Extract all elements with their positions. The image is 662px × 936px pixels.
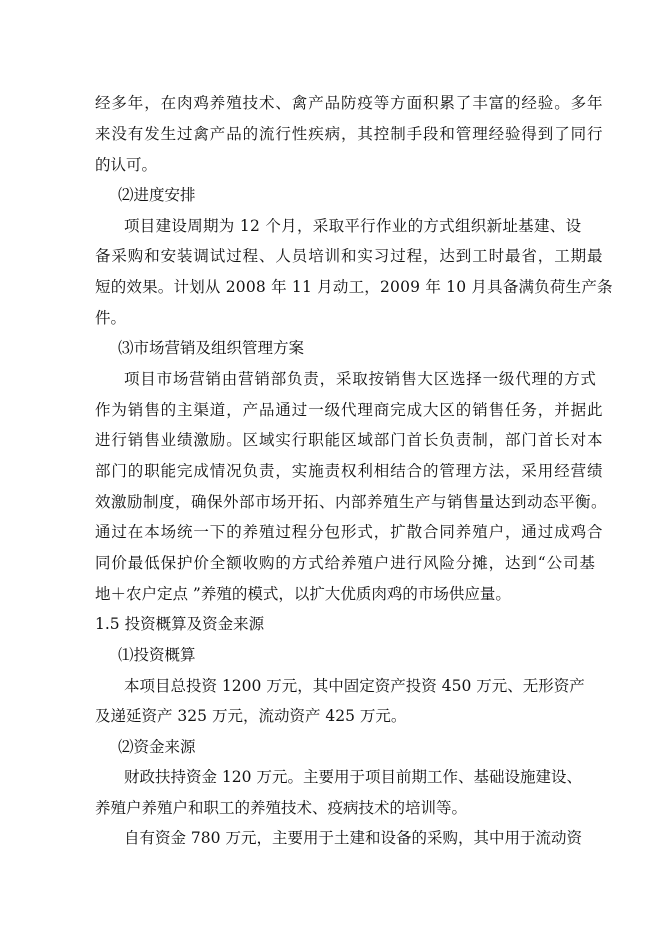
body-text-line: 部门的职能完成情况负责，实施责权利相结合的管理方法，采用经营绩 — [95, 462, 604, 480]
body-text-line: 同价最低保护价全额收购的方式给养殖户进行风险分摊，达到“公司基 — [95, 554, 596, 572]
body-text-line: 作为销售的主渠道，产品通过一级代理商完成大区的销售任务，并据此 — [95, 401, 604, 419]
body-text-line: 财政扶持资金 120 万元。主要用于项目前期工作、基础设施建设、 — [124, 768, 582, 786]
body-text-line: 件。 — [95, 309, 127, 327]
body-text-line: 项目建设周期为 12 个月，采取平行作业的方式组织新址基建、设 — [124, 217, 582, 235]
body-text-line: 自有资金 780 万元，主要用于土建和设备的采购，其中用于流动资 — [124, 829, 582, 847]
body-text-line: 通过在本场统一下的养殖过程分包形式，扩散合同养殖户，通过成鸡合 — [95, 523, 604, 541]
body-text-line: 短的效果。计划从 2008 年 11 月动工，2009 年 10 月具备满负荷生产条 — [95, 278, 613, 296]
body-text-line: 经多年，在肉鸡养殖技术、禽产品防疫等方面积累了丰富的经验。多年 — [95, 94, 604, 112]
body-text-line: 备采购和安装调试过程、人员培训和实习过程，达到工时最省，工期最 — [95, 247, 604, 265]
subsection-heading: ⑴投资概算 — [118, 646, 196, 664]
subsection-heading: ⑵资金来源 — [118, 738, 196, 756]
body-text-line: 来没有发生过禽产品的流行性疾病，其控制手段和管理经验得到了同行 — [95, 125, 604, 143]
body-text-line: 本项目总投资 1200 万元，其中固定资产投资 450 万元、无形资产 — [124, 677, 585, 695]
body-text-line: 进行销售业绩激励。区域实行职能区域部门首长负责制，部门首长对本 — [95, 431, 604, 449]
section-heading: 1.5 投资概算及资金来源 — [95, 615, 265, 633]
body-text-line: 的认可。 — [95, 156, 158, 174]
body-text-line: 地＋农户定点 ”养殖的模式，以扩大优质肉鸡的市场供应量。 — [95, 585, 511, 603]
body-text-line: 养殖户养殖户和职工的养殖技术、疫病技术的培训等。 — [95, 799, 468, 817]
body-text-line: 及递延资产 325 万元，流动资产 425 万元。 — [95, 707, 407, 725]
subsection-heading: ⑶市场营销及组织管理方案 — [118, 339, 305, 357]
body-text-line: 项目市场营销由营销部负责，采取按销售大区选择一级代理的方式 — [124, 370, 597, 388]
body-text-line: 效激励制度，确保外部市场开拓、内部养殖生产与销售量达到动态平衡。 — [95, 493, 608, 511]
subsection-heading: ⑵进度安排 — [118, 186, 196, 204]
